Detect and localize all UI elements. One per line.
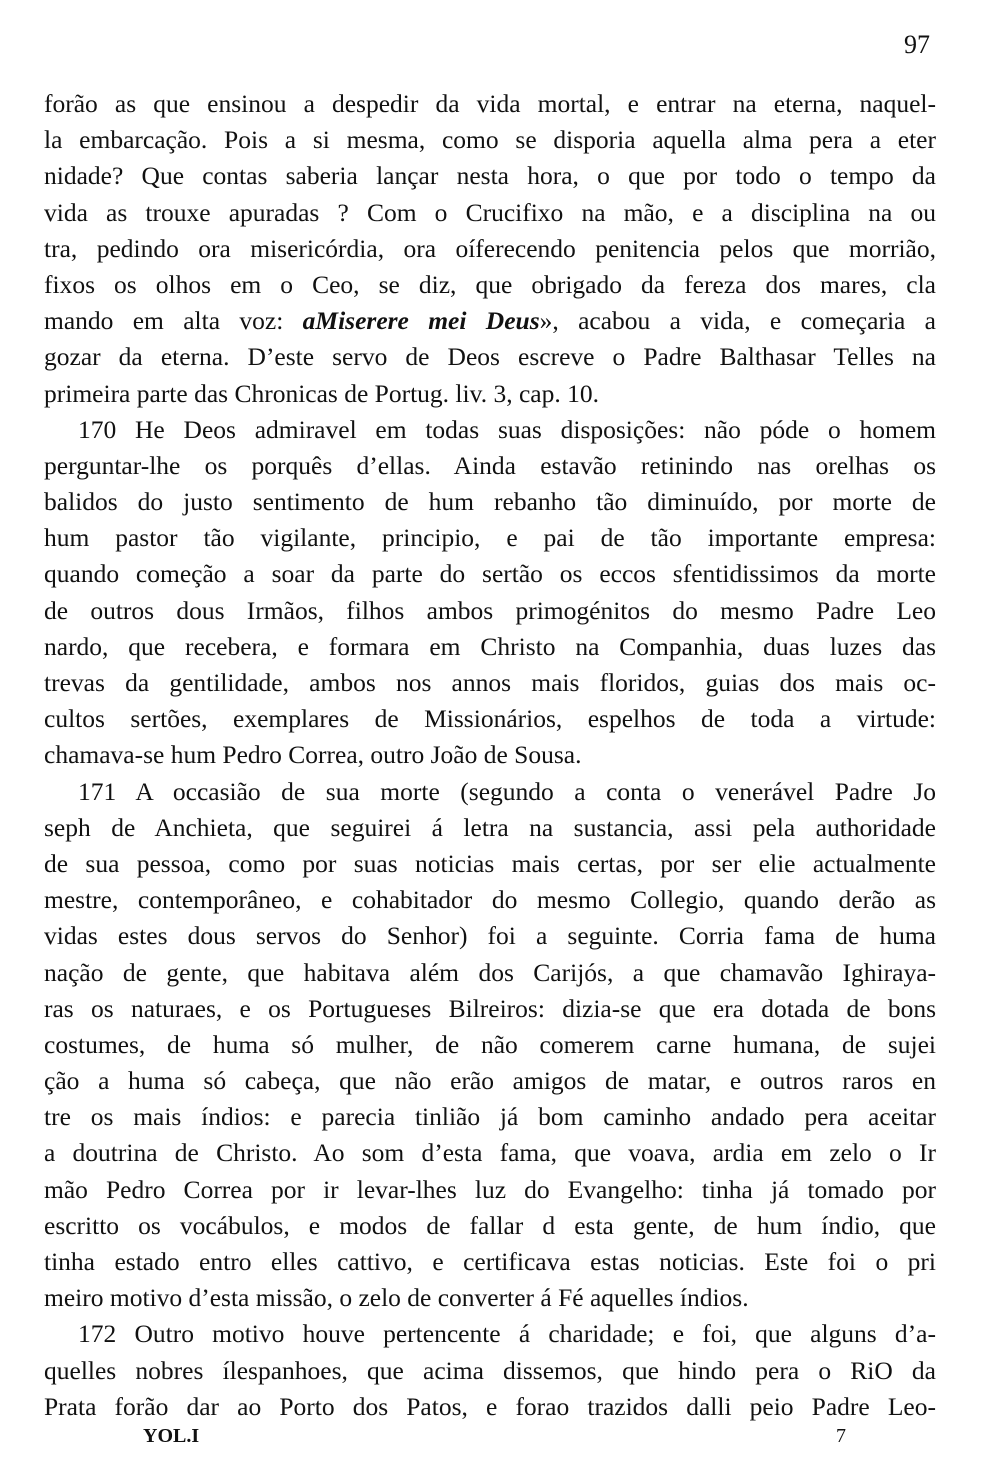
text-line: tre os mais índios: e parecia tinlião já bom caminho andado pera aceitar <box>44 1102 936 1132</box>
text-line: seph de Anchieta, que seguirei á letra na sustancia, assi pela authoridade <box>44 812 936 842</box>
text-line: costumes, de huma só mulher, de não comerem carne humana, de sujei <box>44 1029 936 1059</box>
text-segment: mando em alta voz: <box>44 306 303 336</box>
latin-quote: aMiserere mei Deus <box>302 306 540 336</box>
text-line: nidade? Que contas saberia lançar nesta hora, o que por todo o tempo da <box>44 161 936 191</box>
text-line: quelles nobres ílespanhoes, que acima dissemos, que hindo pera o RiO da <box>44 1355 936 1385</box>
text-line: ção a huma só cabeça, que não erão amigos de matar, e outros raros en <box>44 1066 936 1096</box>
text-line: meiro motivo d’esta missão, o zelo de converter á Fé aquelles índios. <box>44 1283 749 1313</box>
gathering-mark: 7 <box>836 1425 846 1447</box>
text-line: vidas estes dous servos do Senhor) foi a seguinte. Corria fama de huma <box>44 921 936 951</box>
text-line: nação de gente, que habitava além dos Carijós, a que chamavão Ighiraya- <box>44 957 936 987</box>
text-line: chamava-se hum Pedro Correa, outro João de Sousa. <box>44 740 582 770</box>
volume-signature: YOL.I <box>143 1425 200 1447</box>
text-line: la embarcação. Pois a si mesma, como se disporia aquella alma pera a eter <box>44 125 936 155</box>
text-line: tra, pedindo ora misericórdia, ora oíferecendo penitencia pelos que morrião, <box>44 233 936 263</box>
text-line: forão as que ensinou a despedir da vida mortal, e entrar na eterna, naquel- <box>44 89 936 118</box>
text-line: Prata forão dar ao Porto dos Patos, e forao trazidos dalli peio Padre Leo- <box>44 1391 936 1421</box>
text-line: fixos os olhos em o Ceo, se diz, que obrigado da fereza dos mares, cla <box>44 269 936 299</box>
text-segment: », acabou a vida, e começaria a <box>539 306 937 336</box>
text-line: de sua pessoa, como por suas noticias mais certas, por ser elie actualmente <box>44 848 936 878</box>
page-number: 97 <box>904 30 930 59</box>
text-line: primeira parte das Chronicas de Portug. liv. 3, cap. 10. <box>44 378 599 408</box>
text-line: 172 Outro motivo houve pertencente á charidade; e foi, que alguns d’a- <box>78 1319 936 1349</box>
text-line: gozar da eterna. D’este servo de Deos escreve o Padre Balthasar Telles na <box>44 342 936 372</box>
text-line: escritto os vocábulos, e modos de fallar d esta gente, de hum índio, que <box>44 1210 936 1240</box>
text-line: hum pastor tão vigilante, principio, e pai de tão importante empresa: <box>44 523 936 553</box>
text-line: nardo, que recebera, e formara em Christo na Companhia, duas luzes das <box>44 631 936 661</box>
text-line: perguntar-lhe os porquês d’ellas. Ainda estavão retinindo nas orelhas os <box>44 450 936 480</box>
text-line: balidos do justo sentimento de hum rebanho tão diminuído, por morte de <box>44 487 936 517</box>
text-line: tinha estado entro elles cattivo, e certificava estas noticias. Este foi o pri <box>44 1247 936 1276</box>
text-line: cultos sertões, exemplares de Missionários, espelhos de toda a virtude: <box>44 704 936 734</box>
text-line: de outros dous Irmãos, filhos ambos primogénitos do mesmo Padre Leo <box>44 595 936 625</box>
text-body <box>44 86 936 1425</box>
text-line <box>44 303 936 339</box>
text-line: quando começão a soar da parte do sertão os eccos sfentidissimos da morte <box>44 559 936 589</box>
text-line: mão Pedro Correa por ir levar-lhes luz do Evangelho: tinha já tomado por <box>44 1174 936 1204</box>
text-line: 170 He Deos admiravel em todas suas disposições: não póde o homem <box>78 414 936 444</box>
text-line: 171 A occasião de sua morte (segundo a conta o venerável Padre Jo <box>78 776 936 806</box>
text-line: trevas da gentilidade, ambos nos annos mais floridos, guias dos mais oc- <box>44 668 936 697</box>
text-line: ras os naturaes, e os Portugueses Bilreiros: dizia-se que era dotada de bons <box>44 993 936 1023</box>
text-line: vida as trouxe apuradas ? Com o Crucifixo na mão, e a disciplina na ou <box>44 197 936 227</box>
text-line: a doutrina de Christo. Ao som d’esta fama, que voava, ardia em zelo o Ir <box>44 1138 936 1168</box>
text-line: mestre, contemporâneo, e cohabitador do mesmo Collegio, quando derão as <box>44 885 936 915</box>
